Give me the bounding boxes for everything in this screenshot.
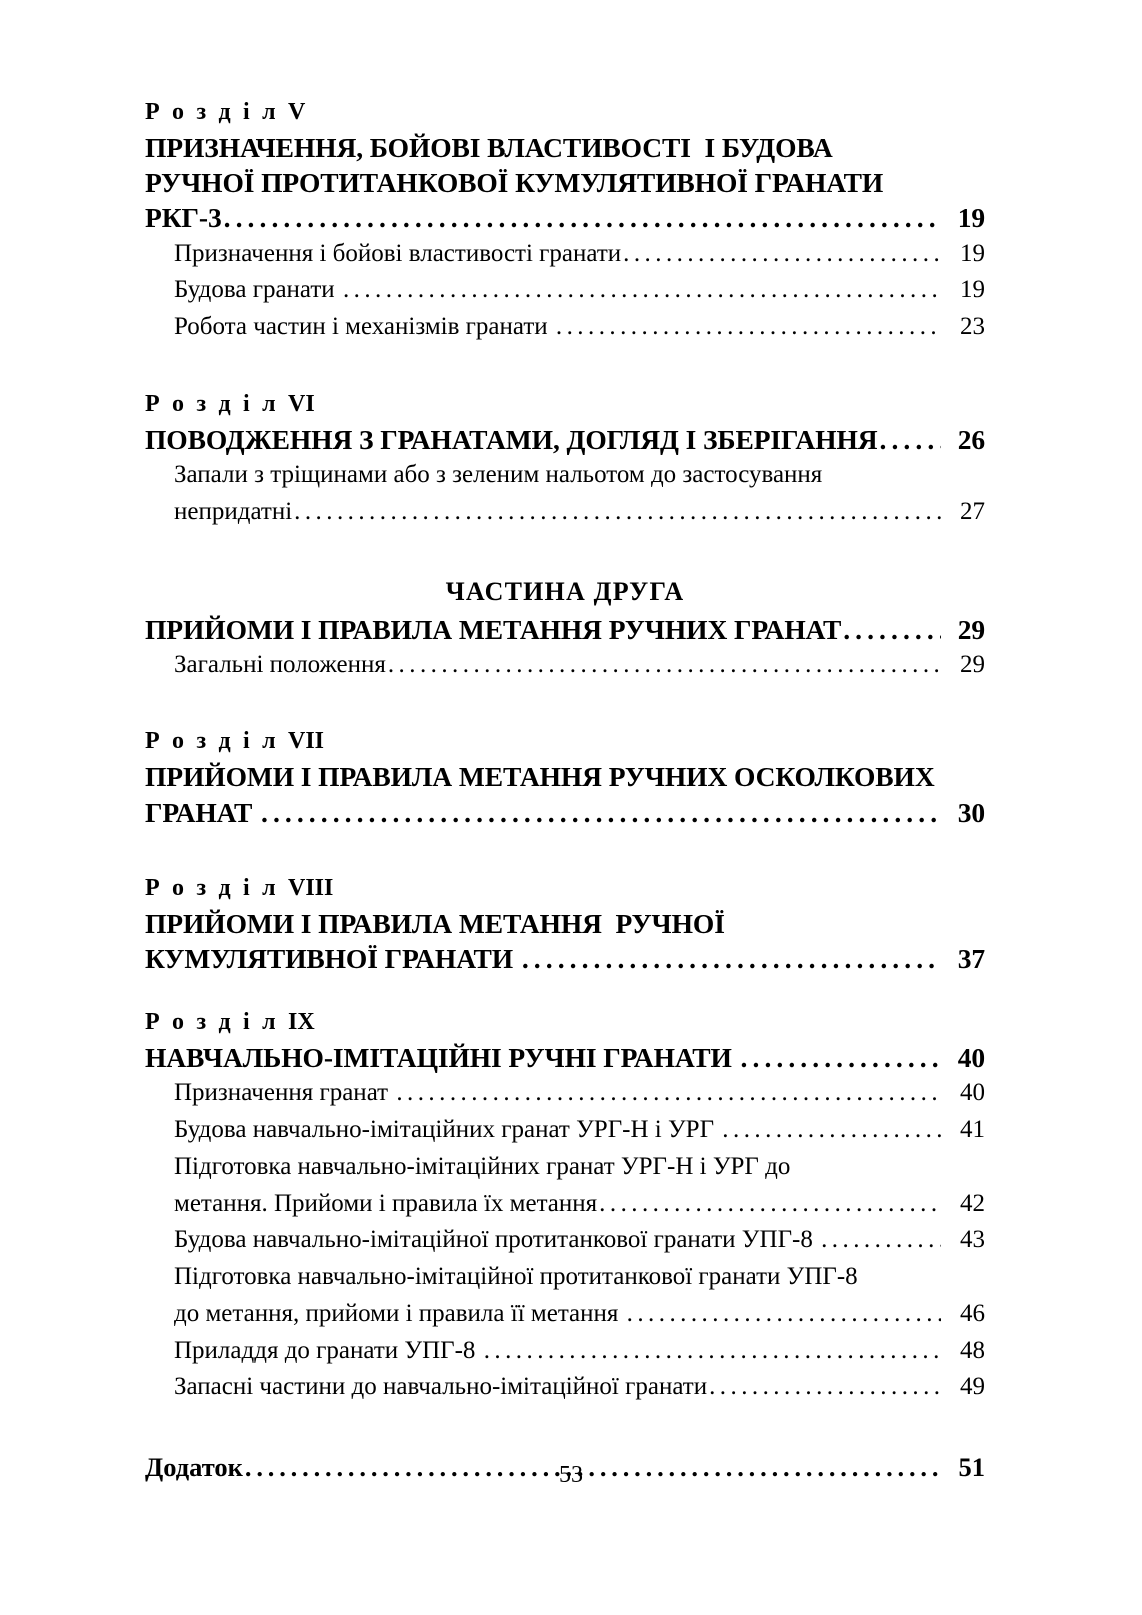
toc-entry-title: Робота частин і механізмів гранати xyxy=(174,313,554,341)
toc-entry-title: Будова навчально-імітаційних гранат УРГ-Н і УРГ xyxy=(174,1116,721,1144)
part-label-v xyxy=(145,100,985,124)
part-label-text: Р о з д і л xyxy=(145,99,279,125)
dot-leader xyxy=(623,236,941,273)
chapter-heading-last-row[interactable] xyxy=(145,422,985,457)
dot-leader xyxy=(484,1333,941,1370)
section-spacer xyxy=(145,976,985,1010)
page-number: 48 xyxy=(960,1336,985,1364)
part-numeral: VII xyxy=(287,728,324,755)
toc-entry[interactable] xyxy=(174,272,985,309)
page-number: 19 xyxy=(957,202,985,234)
part-numeral: VIII xyxy=(287,874,334,901)
toc-section-roman-v xyxy=(145,100,985,346)
chapter-heading-viii[interactable] xyxy=(145,906,985,976)
chapter-heading-last-row[interactable] xyxy=(145,200,985,235)
toc-entry-title: метання. Прийоми і правила їх метання xyxy=(174,1189,598,1217)
chapter-heading-text: КУМУЛЯТИВНОЇ ГРАНАТИ xyxy=(145,943,520,974)
dot-leader xyxy=(224,200,941,235)
dot-leader xyxy=(843,612,941,647)
chapter-heading-vi[interactable] xyxy=(145,422,985,457)
chapter-heading-last-row[interactable] xyxy=(145,941,985,976)
dot-leader xyxy=(741,1040,941,1075)
chapter-heading-line: РУЧНОЇ ПРОТИТАНКОВОЇ КУМУЛЯТИВНОЇ ГРАНАТИ xyxy=(145,167,884,199)
dot-leader xyxy=(821,1222,941,1259)
toc-entry[interactable] xyxy=(174,1186,985,1223)
toc-entry-title: до метання, прийоми і правила її метання xyxy=(174,1299,625,1327)
dot-leader xyxy=(388,647,941,684)
chapter-heading-v[interactable] xyxy=(145,130,985,236)
toc-entry[interactable] xyxy=(174,309,985,346)
page-folio: 53 xyxy=(559,1462,583,1488)
toc-section-roman-vi xyxy=(145,392,985,531)
part-label-ix xyxy=(145,1010,985,1034)
toc-entry[interactable] xyxy=(174,1296,985,1333)
toc-subentries-part-two xyxy=(174,647,985,684)
part-label-text: Р о з д і л xyxy=(145,390,279,417)
toc-entry-title: Приладдя до гранати УПГ-8 xyxy=(174,1336,482,1364)
part-numeral: V xyxy=(287,99,306,125)
chapter-heading-vii[interactable] xyxy=(145,759,985,829)
toc-entry-wrapline: Підготовка навчально-імітаційної протитанкової гранати УПГ-8 xyxy=(174,1263,858,1291)
toc-entry-title: Загальні положення xyxy=(174,650,386,678)
dot-leader xyxy=(599,1186,941,1223)
part-label-vii xyxy=(145,729,985,753)
page-number: 29 xyxy=(957,613,985,645)
section-spacer xyxy=(145,531,985,577)
chapter-heading-text: РКГ-3 xyxy=(145,202,222,234)
page-number: 40 xyxy=(960,1079,985,1107)
dot-leader xyxy=(627,1296,941,1333)
toc-entry[interactable] xyxy=(174,236,985,273)
toc-entry[interactable] xyxy=(174,647,985,684)
toc-entry[interactable] xyxy=(174,1222,985,1259)
toc-entry-title: Будова гранати xyxy=(174,276,341,304)
chapter-heading-part-two[interactable] xyxy=(145,612,985,647)
toc-entry[interactable] xyxy=(174,1369,985,1406)
page-number: 41 xyxy=(960,1116,985,1144)
page-number: 46 xyxy=(960,1299,985,1327)
section-spacer xyxy=(145,830,985,876)
toc-subentries-ix xyxy=(174,1075,985,1406)
page-number: 42 xyxy=(960,1189,985,1217)
chapter-heading-line: ПРИЙОМИ І ПРАВИЛА МЕТАННЯ РУЧНИХ ОСКОЛКОВИХ xyxy=(145,761,935,793)
page-number: 19 xyxy=(960,276,985,304)
toc-entry-title: Призначення гранат xyxy=(174,1079,395,1107)
dot-leader xyxy=(522,941,941,976)
chapter-heading-line: ПРИЙОМИ І ПРАВИЛА МЕТАННЯ РУЧНОЇ xyxy=(145,907,725,939)
dot-leader xyxy=(880,422,941,457)
dot-leader xyxy=(709,1369,941,1406)
page-number: 43 xyxy=(960,1226,985,1254)
toc-entry-title: Запасні частини до навчально-імітаційної гранати xyxy=(174,1373,708,1401)
toc-entry-wrapline: Запали з тріщинами або з зеленим нальотом до застосування xyxy=(174,461,823,488)
table-of-contents xyxy=(145,100,985,1483)
page-number: 40 xyxy=(957,1042,985,1074)
chapter-heading-last-row[interactable] xyxy=(145,612,985,647)
toc-section-roman-ix xyxy=(145,1010,985,1406)
dot-leader xyxy=(396,1075,941,1112)
toc-entry[interactable] xyxy=(174,1333,985,1370)
part-label-text: Р о з д і л xyxy=(145,728,279,755)
page-number: 19 xyxy=(960,239,985,267)
part-label-vi xyxy=(145,392,985,416)
chapter-heading-last-row[interactable] xyxy=(145,1040,985,1075)
dot-leader xyxy=(556,309,941,346)
chapter-heading-text: НАВЧАЛЬНО-ІМІТАЦІЙНІ РУЧНІ ГРАНАТИ xyxy=(145,1042,739,1074)
toc-entry-title: непридатні xyxy=(174,497,293,525)
toc-section-part-two xyxy=(145,577,985,684)
section-spacer xyxy=(145,1406,985,1452)
page-number: 30 xyxy=(957,796,985,828)
dot-leader xyxy=(294,494,941,531)
toc-section-roman-viii xyxy=(145,876,985,976)
part-label-text: Р о з д і л xyxy=(145,1009,279,1036)
part-numeral: VI xyxy=(287,390,315,417)
dot-leader xyxy=(343,272,941,309)
toc-subentries-v xyxy=(174,236,985,346)
part-label-text: Р о з д і л xyxy=(145,874,279,901)
toc-entry-title: Додаток xyxy=(145,1452,243,1483)
toc-entry-title: Будова навчально-імітаційної протитанкової гранати УПГ-8 xyxy=(174,1226,820,1254)
page-number: 23 xyxy=(960,313,985,341)
toc-entry-title: Призначення і бойові властивості гранати xyxy=(174,239,622,267)
section-spacer xyxy=(145,683,985,729)
page-number: 51 xyxy=(958,1452,985,1483)
chapter-heading-line: ПРИЗНАЧЕННЯ, БОЙОВІ ВЛАСТИВОСТІ І БУДОВА xyxy=(145,132,833,163)
toc-subentries-vi xyxy=(174,457,985,531)
page-number: 29 xyxy=(960,650,985,678)
page-number: 49 xyxy=(960,1373,985,1401)
chapter-heading-ix[interactable] xyxy=(145,1040,985,1075)
chapter-heading-text: ПРИЙОМИ І ПРАВИЛА МЕТАННЯ РУЧНИХ ГРАНАТ xyxy=(145,613,842,645)
toc-entry[interactable] xyxy=(174,1112,985,1149)
chapter-heading-text: ПОВОДЖЕННЯ З ГРАНАТАМИ, ДОГЛЯД І ЗБЕРІГАННЯ xyxy=(145,423,878,455)
toc-entry[interactable] xyxy=(174,494,985,531)
section-spacer xyxy=(145,346,985,392)
dot-leader xyxy=(261,795,941,830)
toc-entry-wrapline: Підготовка навчально-імітаційних гранат УРГ-Н і УРГ до xyxy=(174,1152,791,1180)
part-numeral: IX xyxy=(287,1009,315,1036)
toc-section-roman-vii xyxy=(145,729,985,829)
page-number: 26 xyxy=(957,423,985,455)
chapter-heading-last-row[interactable] xyxy=(145,795,985,830)
dot-leader xyxy=(722,1112,941,1149)
page-number: 27 xyxy=(960,497,985,525)
page-number: 37 xyxy=(957,943,985,974)
part-label-viii xyxy=(145,876,985,900)
part-title-centered: ЧАСТИНА ДРУГА xyxy=(445,576,685,606)
chapter-heading-text: ГРАНАТ xyxy=(145,796,259,828)
toc-entry[interactable] xyxy=(174,1075,985,1112)
